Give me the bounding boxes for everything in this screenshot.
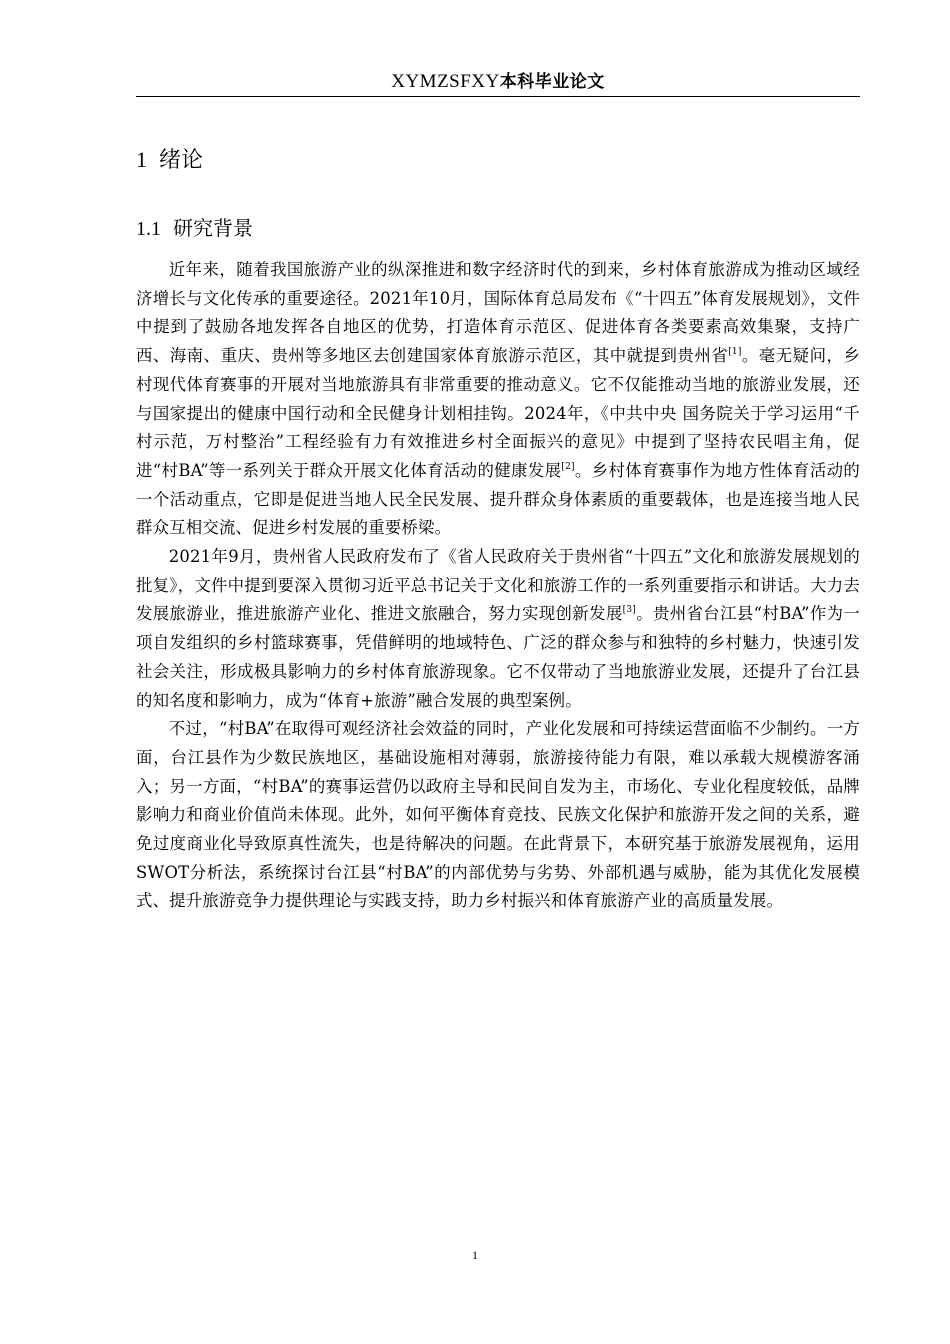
paragraph-text: 2021年9月，贵州省人民政府发布了《省人民政府关于贵州省“十四五”文化和旅游发展规划的批复》，文件中提到要深入贯彻习近平总书记关于文化和旅游工作的一系列重要指示和讲话。大力去发展旅游业，推进旅游产业化、推进文旅融合，努力实现创新发展 bbox=[136, 547, 860, 624]
paragraph-text: 不过，“村BA”在取得可观经济社会效益的同时，产业化发展和可持续运营面临不少制约。一方面，台江县作为少数民族地区，基础设施相对薄弱，旅游接待能力有限，难以承载大规模游客涌入；另一方面，“村BA”的赛事运营仍以政府主导和民间自发为主，市场化、专业化程度较低，品牌影响力和商业价值尚未体现。此外，如何平衡体育竞技、民族文化保护和旅游开发之间的关系，避免过度商业化导致原真性流失，也是待解决的问题。在此背景下，本研究基于旅游发展视角，运用SWOT分析法，系统探讨台江县“村BA”的内部优势与劣势、外部机遇与威胁，能为其优化发展模式、提升旅游竞争力提供理论与实践支持，助力乡村振兴和体育旅游产业的高质量发展。 bbox=[136, 719, 860, 911]
paragraph-text: 。贵州省台江县“村BA”作为一项自发组织的乡村篮球赛事，凭借鲜明的地域特色、广泛的群众参与和独特的乡村魅力，快速引发社会关注，形成极具影响力的乡村体育旅游现象。它不仅带动了当地旅游业发展，还提升了台江县的知名度和影响力，成为“体育+旅游”融合发展的典型案例。 bbox=[136, 604, 860, 710]
page-number: 1 bbox=[472, 1248, 478, 1262]
header-title: 本科毕业论文 bbox=[499, 72, 605, 92]
section-title: 研究背景 bbox=[173, 216, 253, 240]
citation-ref: [3] bbox=[622, 605, 636, 616]
chapter-number: 1 bbox=[136, 147, 147, 172]
chapter-heading bbox=[136, 145, 203, 176]
page-header bbox=[136, 70, 860, 94]
section-heading bbox=[136, 214, 253, 243]
paragraph-3 bbox=[136, 715, 860, 916]
paragraph-text: 。乡村体育赛事作为地方性体育活动的一个活动重点，它即是促进当地人民全民发展、提升群众身体素质的重要载体，也是连接当地人民群众互相交流、促进乡村发展的重要桥梁。 bbox=[136, 460, 860, 538]
header-code: XYMZSFXY bbox=[391, 71, 500, 92]
citation-ref: [2] bbox=[561, 461, 575, 472]
paragraph-2 bbox=[136, 543, 860, 715]
citation-ref: [1] bbox=[728, 347, 742, 358]
paragraph-text: 。毫无疑问，乡村现代体育赛事的开展对当地旅游具有非常重要的推动意义。它不仅能推动当地的旅游业发展，还与国家提出的健康中国行动和全民健身计划相挂钩。2024年，《中共中央 国务院关于学习运用“千村示范，万村整治”工程经验有力有效推进乡村全面振兴的意见》中提到了坚持农民唱主角，促进“村BA”等一系列关于群众开展文化体育活动的健康发展 bbox=[136, 346, 861, 480]
header-divider bbox=[136, 96, 860, 97]
paragraph-1 bbox=[136, 256, 860, 543]
paragraph-text: 近年来，随着我国旅游产业的纵深推进和数字经济时代的到来，乡村体育旅游成为推动区域经济增长与文化传承的重要途径。2021年10月，国际体育总局发布《“十四五”体育发展规划》，文件中提到了鼓励各地发挥各自地区的优势，打造体育示范区、促进体育各类要素高效集聚，支持广西、海南、重庆、贵州等多地区去创建国家体育旅游示范区，其中就提到贵州省 bbox=[136, 260, 860, 366]
section-number: 1.1 bbox=[136, 218, 161, 240]
body-text bbox=[136, 256, 860, 916]
chapter-title: 绪论 bbox=[159, 148, 204, 173]
